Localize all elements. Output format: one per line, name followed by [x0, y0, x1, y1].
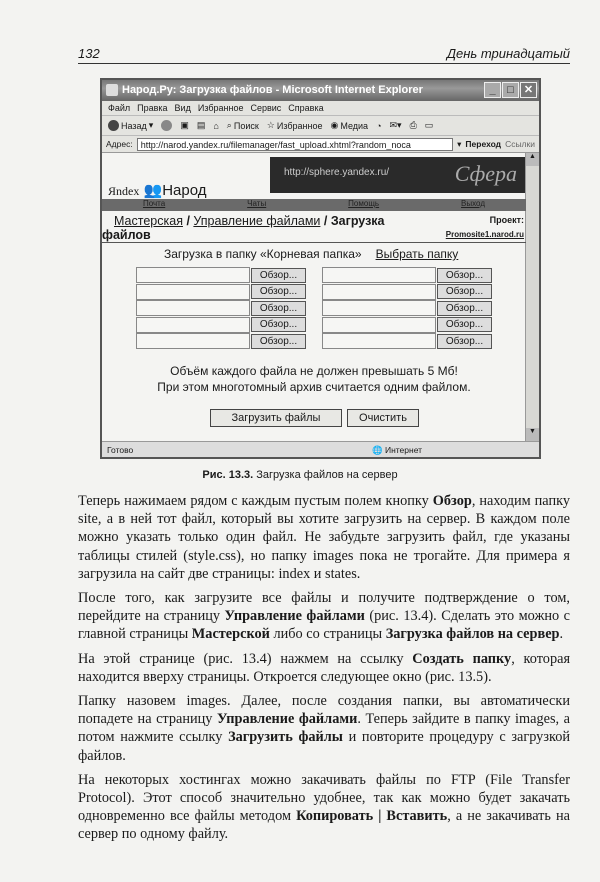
upload-folder-text: Загрузка в папку «Корневая папка»: [164, 247, 362, 261]
menu-view[interactable]: Вид: [174, 103, 191, 113]
text-run: Папку назовем images. Далее, после создания папки, вы автоматически попадете на страницу: [78, 693, 570, 728]
bold-term: Загрузка файлов на сервер: [385, 626, 560, 643]
forward-icon[interactable]: [161, 120, 172, 131]
toolbar: [102, 116, 539, 136]
browse-button[interactable]: Обзор...: [437, 284, 492, 299]
print-icon[interactable]: ⎙: [409, 120, 417, 130]
caption-text: Загрузка файлов на сервер: [253, 469, 398, 481]
file-row: [136, 267, 508, 284]
back-label: Назад: [121, 120, 147, 131]
project-label: Проект:: [489, 215, 524, 225]
browse-button[interactable]: Обзор...: [251, 334, 306, 349]
yandex-logo-text: Яndex: [108, 184, 140, 198]
stop-icon[interactable]: ▣: [180, 120, 189, 130]
text-run: и повторите процедуру с загрузкой файлов.: [78, 729, 570, 764]
edit-icon[interactable]: ▭: [424, 120, 434, 130]
caption-label: Рис. 13.3.: [202, 469, 254, 481]
text-run: , которая находится вверху страницы. Откроется следующее окно (рис. 13.5).: [78, 650, 571, 685]
site-nav: [102, 199, 526, 211]
project-site-link[interactable]: Promosite1.narod.ru: [445, 230, 524, 239]
browse-button[interactable]: Обзор...: [437, 301, 492, 316]
browse-button[interactable]: Обзор...: [251, 284, 306, 299]
favorites-button[interactable]: [267, 120, 323, 131]
bold-term: Мастерской: [191, 626, 270, 643]
page-content: [102, 153, 526, 441]
ad-banner[interactable]: [270, 157, 525, 193]
ie-icon: [106, 84, 118, 96]
file-path-input[interactable]: [322, 317, 436, 333]
bold-term: Управление файлами: [224, 608, 365, 625]
file-path-input[interactable]: [136, 284, 250, 300]
favorites-label: Избранное: [276, 120, 323, 131]
text-run: , а не закачивать на сервер по одному файлу.: [78, 808, 570, 843]
narod-logo[interactable]: [108, 181, 207, 199]
crumb-sep: /: [182, 214, 194, 228]
banner-url: http://sphere.yandex.ru/: [284, 167, 390, 178]
nav-mail[interactable]: Почта: [142, 199, 166, 208]
breadcrumb: [102, 213, 526, 243]
file-path-input[interactable]: [322, 267, 436, 283]
back-arrow-icon: [108, 120, 119, 131]
crumb-current: / Загрузка: [320, 214, 385, 228]
close-icon[interactable]: ✕: [520, 82, 537, 98]
media-icon: ◉: [330, 120, 339, 130]
internet-zone: 🌐 Интернет: [372, 445, 423, 455]
browse-button[interactable]: Обзор...: [251, 268, 306, 283]
home-icon[interactable]: ⌂: [213, 120, 219, 131]
file-row: [136, 317, 508, 334]
browse-button[interactable]: Обзор...: [437, 268, 492, 283]
figure-caption: [0, 469, 600, 481]
running-header: [78, 46, 570, 64]
search-button[interactable]: [227, 120, 259, 131]
paragraph: [78, 692, 570, 765]
file-path-input[interactable]: [136, 267, 250, 283]
note-line-1: Объём каждого файла не должен превышать 5 Мб!: [170, 364, 458, 378]
chapter-title: День тринадцатый: [446, 46, 570, 61]
file-row: [136, 300, 508, 317]
body-text: [78, 492, 570, 850]
crumb-workshop[interactable]: Мастерская: [114, 214, 183, 228]
file-path-input[interactable]: [136, 317, 250, 333]
search-label: Поиск: [233, 120, 259, 131]
menu-help[interactable]: Справка: [288, 103, 324, 113]
text-run: . Теперь зайдите в папку images, а потом нажмите ссылку: [78, 711, 571, 746]
clear-button[interactable]: Очистить: [347, 409, 419, 427]
note-line-2: При этом многотомный архив считается одним файлом.: [157, 380, 471, 394]
menu-edit[interactable]: Правка: [137, 103, 168, 113]
bold-term: Загрузить файлы: [228, 729, 343, 746]
crumb-file-manager[interactable]: Управление файлами: [193, 214, 321, 228]
browse-button[interactable]: Обзор...: [437, 334, 492, 349]
text-run: , находим папку site, а в ней тот файл, который вы хотите загрузить на сервер. В каждом поле можно указать только один файл. Не забудьте загрузить файл, где указаны таблицы стилей (style.css), но папку images пока не трогайте. Для примера я загрузила на сайт две страницы: index и states.: [78, 493, 570, 582]
status-bar: [102, 441, 539, 457]
bold-term: Обзор: [432, 493, 472, 509]
bold-term: Управление файлами: [216, 711, 358, 728]
nav-help[interactable]: Помощь: [348, 199, 380, 208]
file-path-input[interactable]: [136, 300, 250, 316]
go-button[interactable]: Переход: [465, 139, 502, 149]
mail-icon[interactable]: ✉▾: [389, 120, 402, 130]
dropdown-icon[interactable]: ▾: [457, 138, 462, 149]
window-title: Народ.Ру: Загрузка файлов - Microsoft Internet Explorer: [122, 84, 423, 96]
scroll-up-icon[interactable]: ▲: [526, 153, 539, 166]
media-label: Медиа: [340, 120, 369, 131]
upload-files-button[interactable]: Загрузить файлы: [210, 409, 342, 427]
minimize-icon[interactable]: _: [484, 82, 501, 98]
media-button[interactable]: [331, 120, 369, 131]
search-icon: ⌕: [226, 120, 232, 130]
text-run: После того, как загрузите все файлы и получите подтверждение о том, перейдите на страницу: [78, 590, 570, 625]
text-run: (рис. 13.4). Сделать это можно с главной страницы: [78, 608, 570, 643]
choose-folder-link[interactable]: Выбрать папку: [375, 247, 459, 261]
address-input[interactable]: http://narod.yandex.ru/filemanager/fast_upload.xhtml?random_noca: [137, 138, 453, 151]
paragraph: [78, 589, 570, 644]
people-icon: 👥: [143, 182, 163, 199]
text-run: На этой странице (рис. 13.4) нажмем на ссылку: [78, 650, 413, 667]
scroll-down-icon[interactable]: ▼: [526, 428, 539, 441]
file-path-input[interactable]: [322, 284, 436, 300]
links-button[interactable]: Ссылки: [505, 139, 535, 149]
file-row: [136, 284, 508, 301]
text-run: Теперь нажимаем рядом с каждым пустым полем кнопку: [78, 493, 433, 509]
nav-exit[interactable]: Выход: [461, 199, 485, 208]
refresh-icon[interactable]: ▤: [196, 120, 206, 130]
menu-bar: [102, 101, 539, 116]
file-path-input[interactable]: [322, 333, 436, 349]
menu-file[interactable]: Файл: [108, 103, 131, 113]
file-row: [136, 333, 508, 350]
vertical-scrollbar[interactable]: [526, 153, 539, 441]
browse-button[interactable]: Обзор...: [437, 317, 492, 332]
paragraph: [78, 492, 570, 583]
paragraph: [78, 771, 570, 844]
size-note: [102, 363, 526, 395]
menu-favorites[interactable]: Избранное: [197, 103, 244, 113]
title-bar: [102, 80, 539, 101]
maximize-icon[interactable]: □: [502, 82, 519, 98]
menu-tools[interactable]: Сервис: [250, 103, 282, 113]
zone-text: Интернет: [384, 445, 423, 455]
crumb-current-2: файлов: [102, 228, 151, 242]
text-run: На некоторых хостингах можно закачивать файлы по FTP (File Transfer Protocol). Этот способ значительно удобнее, так как можно будет закачать одновременно все файлы методом: [78, 771, 570, 825]
text-run: .: [559, 626, 564, 643]
star-icon: ☆: [266, 120, 275, 130]
browse-button[interactable]: Обзор...: [251, 301, 306, 316]
address-bar: [102, 136, 539, 153]
browser-window-screenshot: [100, 78, 541, 459]
browse-button[interactable]: Обзор...: [251, 317, 306, 332]
narod-logo-text: Народ: [162, 182, 207, 199]
file-path-input[interactable]: [136, 333, 250, 349]
banner-logo: Сфера: [454, 161, 517, 186]
paragraph: [78, 650, 570, 686]
status-text: Готово: [107, 445, 134, 455]
bold-term: Копировать | Вставить: [296, 808, 448, 825]
nav-chats[interactable]: Чаты: [247, 199, 267, 208]
text-run: либо со страницы: [269, 626, 386, 643]
history-icon[interactable]: ◔: [376, 120, 382, 131]
back-button[interactable]: Назад ▾: [108, 120, 153, 131]
upload-target: [164, 247, 458, 261]
address-label: Адрес:: [106, 139, 133, 149]
bold-term: Создать папку: [412, 650, 512, 667]
file-path-input[interactable]: [322, 300, 436, 316]
page-number: 132: [78, 46, 100, 61]
file-inputs: [136, 267, 508, 350]
